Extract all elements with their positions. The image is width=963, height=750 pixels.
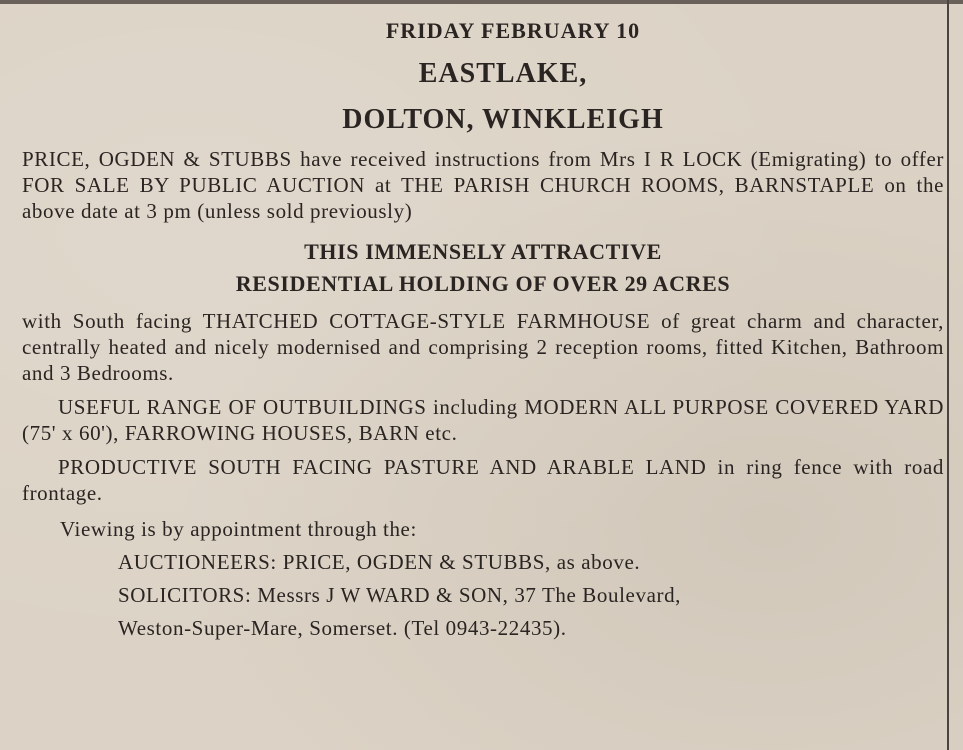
land-paragraph: PRODUCTIVE SOUTH FACING PASTURE AND ARABLE LAND in ring fence with road frontage. — [22, 455, 944, 505]
auction-notice — [22, 18, 944, 645]
headline-line-1: THIS IMMENSELY ATTRACTIVE — [304, 239, 662, 264]
intro-paragraph: PRICE, OGDEN & STUBBS have received instructions from Mrs I R LOCK (Emigrating) to offer FOR SALE BY PUBLIC AUCTION at THE PARISH CHURCH ROOMS, BARNSTAPLE on the above date at 3 pm (unless sold previously) — [22, 147, 944, 223]
outbuildings-paragraph: USEFUL RANGE OF OUTBUILDINGS including MODERN ALL PURPOSE COVERED YARD (75' x 60'), FARROWING HOUSES, BARN etc. — [22, 395, 944, 445]
top-border-rule — [0, 0, 963, 4]
column-divider-rule — [947, 0, 949, 750]
headline — [22, 236, 944, 300]
property-location: DOLTON, WINKLEIGH — [342, 104, 664, 135]
contacts-block — [118, 546, 944, 645]
property-name: EASTLAKE, — [418, 58, 588, 89]
auction-date: FRIDAY FEBRUARY 10 — [385, 18, 641, 43]
viewing-line: Viewing is by appointment through the: — [60, 517, 417, 541]
solicitors-line-1: SOLICITORS: Messrs J W WARD & SON, 37 The Boulevard, — [118, 583, 682, 607]
auctioneers-line: AUCTIONEERS: PRICE, OGDEN & STUBBS, as above. — [118, 550, 641, 574]
solicitors-line-2: Weston-Super-Mare, Somerset. (Tel 0943-22435). — [118, 616, 567, 640]
headline-line-2: RESIDENTIAL HOLDING OF OVER 29 ACRES — [235, 271, 731, 296]
farmhouse-paragraph: with South facing THATCHED COTTAGE-STYLE FARMHOUSE of great charm and character, centrally heated and nicely modernised and comprising 2 reception rooms, fitted Kitchen, Bathroom and 3 Bedrooms. — [22, 309, 944, 385]
